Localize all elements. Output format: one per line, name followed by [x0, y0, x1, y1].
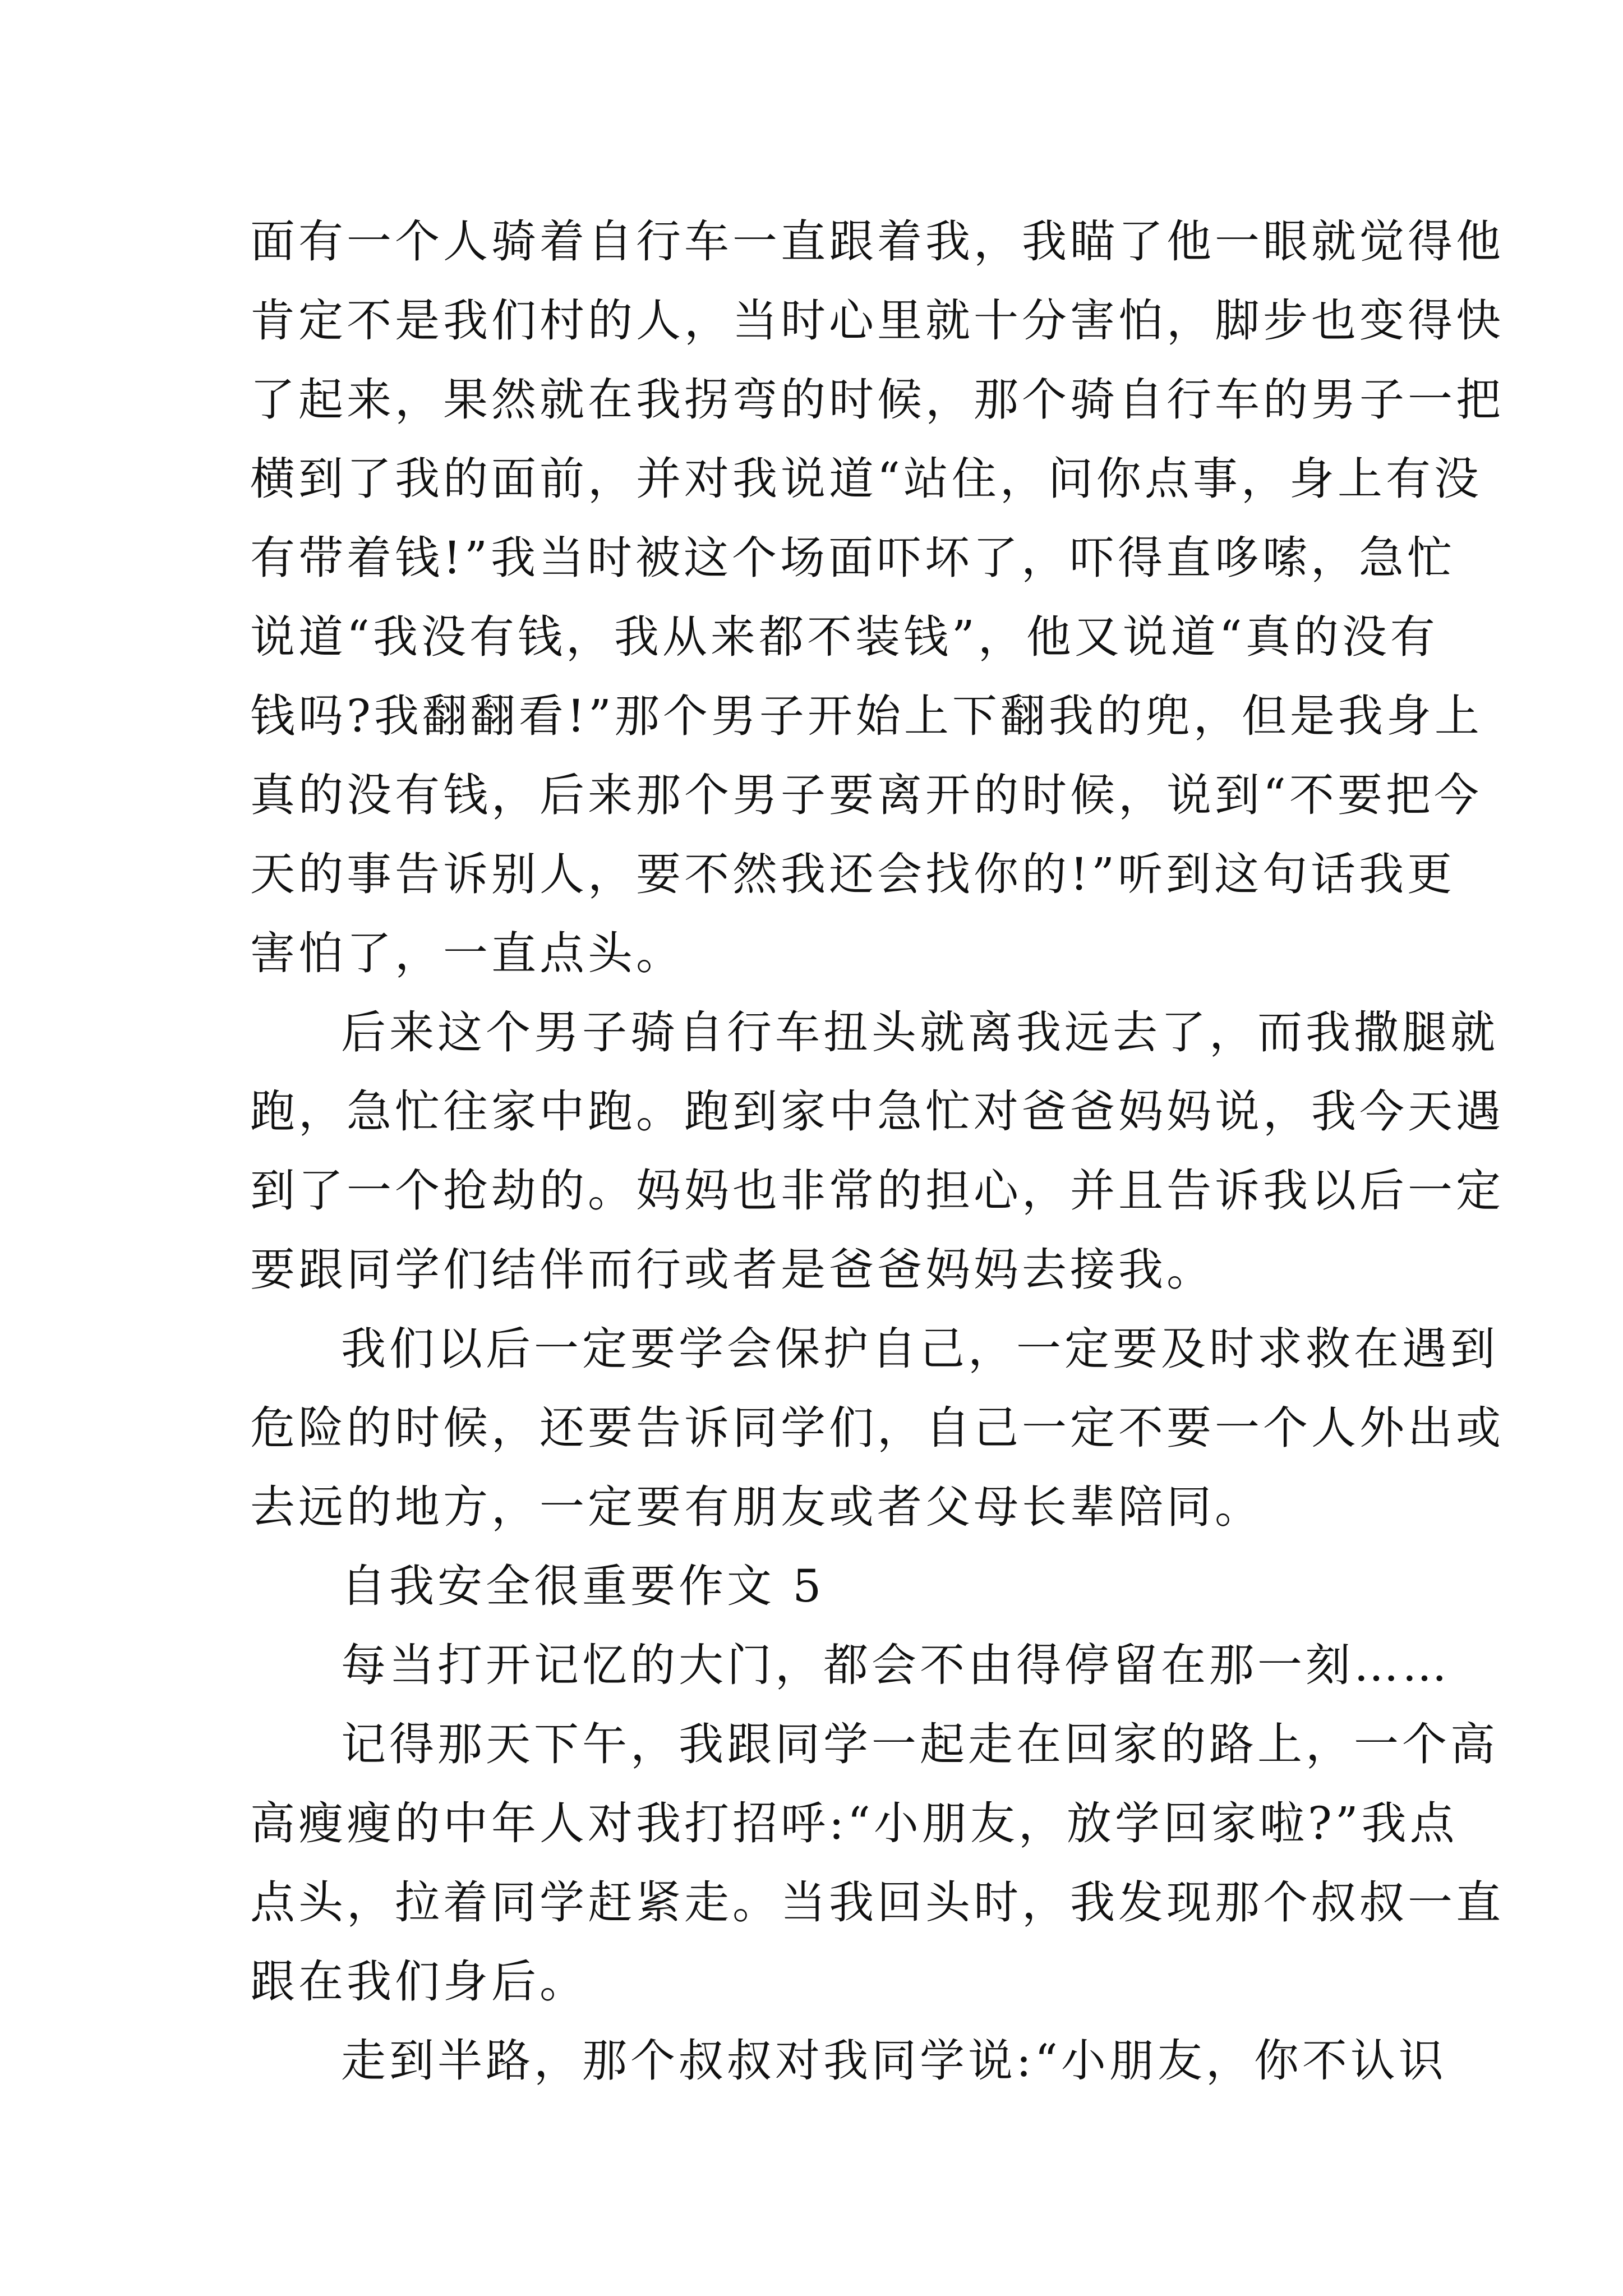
text-line: 跟在我们身后。 — [250, 1955, 588, 2008]
text-line: 面有一个人骑着自行车一直跟着我，我瞄了他一眼就觉得他 — [250, 215, 1504, 268]
text-line: 跑，急忙往家中跑。跑到家中急忙对爸爸妈妈说，我今天遇 — [250, 1085, 1504, 1138]
text-line: 高瘦瘦的中年人对我打招呼:“小朋友，放学回家啦?”我点 — [250, 1797, 1458, 1849]
paragraph-start-line: 记得那天下午，我跟同学一起走在回家的路上，一个高 — [341, 1718, 1498, 1770]
text-line: 真的没有钱，后来那个男子要离开的时候，说到“不要把今 — [250, 769, 1482, 821]
paragraph-start-line: 每当打开记忆的大门，都会不由得停留在那一刻…… — [341, 1639, 1450, 1691]
paragraph-start-line: 我们以后一定要学会保护自己，一定要及时求救在遇到 — [341, 1323, 1498, 1375]
text-line: 有带着钱!”我当时被这个场面吓坏了，吓得直哆嗦，急忙 — [250, 532, 1456, 584]
section-heading: 自我安全很重要作文 5 — [341, 1560, 825, 1612]
text-line: 肯定不是我们村的人，当时心里就十分害怕，脚步也变得快 — [250, 295, 1504, 347]
text-line: 说道“我没有钱，我从来都不装钱”，他又说道“真的没有 — [250, 611, 1438, 663]
text-line: 了起来，果然就在我拐弯的时候，那个骑自行车的男子一把 — [250, 374, 1504, 426]
paragraph-start-line: 走到半路，那个叔叔对我同学说:“小朋友，你不认识 — [341, 2035, 1447, 2087]
text-line: 害怕了，一直点头。 — [250, 927, 684, 979]
text-line: 要跟同学们结伴而行或者是爸爸妈妈去接我。 — [250, 1244, 1215, 1296]
text-line: 到了一个抢劫的。妈妈也非常的担心，并且告诉我以后一定 — [250, 1165, 1504, 1217]
paragraph-start-line: 后来这个男子骑自行车扭头就离我远去了，而我撒腿就 — [341, 1006, 1498, 1059]
text-line: 横到了我的面前，并对我说道“站住，问你点事，身上有没 — [250, 453, 1482, 505]
text-line: 点头，拉着同学赶紧走。当我回头时，我发现那个叔叔一直 — [250, 1876, 1504, 1929]
document-body — [250, 202, 1504, 2100]
text-line: 危险的时候，还要告诉同学们，自己一定不要一个人外出或 — [250, 1402, 1504, 1454]
text-line: 天的事告诉别人，要不然我还会找你的!”听到这句话我更 — [250, 848, 1456, 900]
text-line: 钱吗?我翻翻看!”那个男子开始上下翻我的兜，但是我身上 — [250, 690, 1483, 742]
text-line: 去远的地方，一定要有朋友或者父母长辈陪同。 — [250, 1481, 1263, 1533]
